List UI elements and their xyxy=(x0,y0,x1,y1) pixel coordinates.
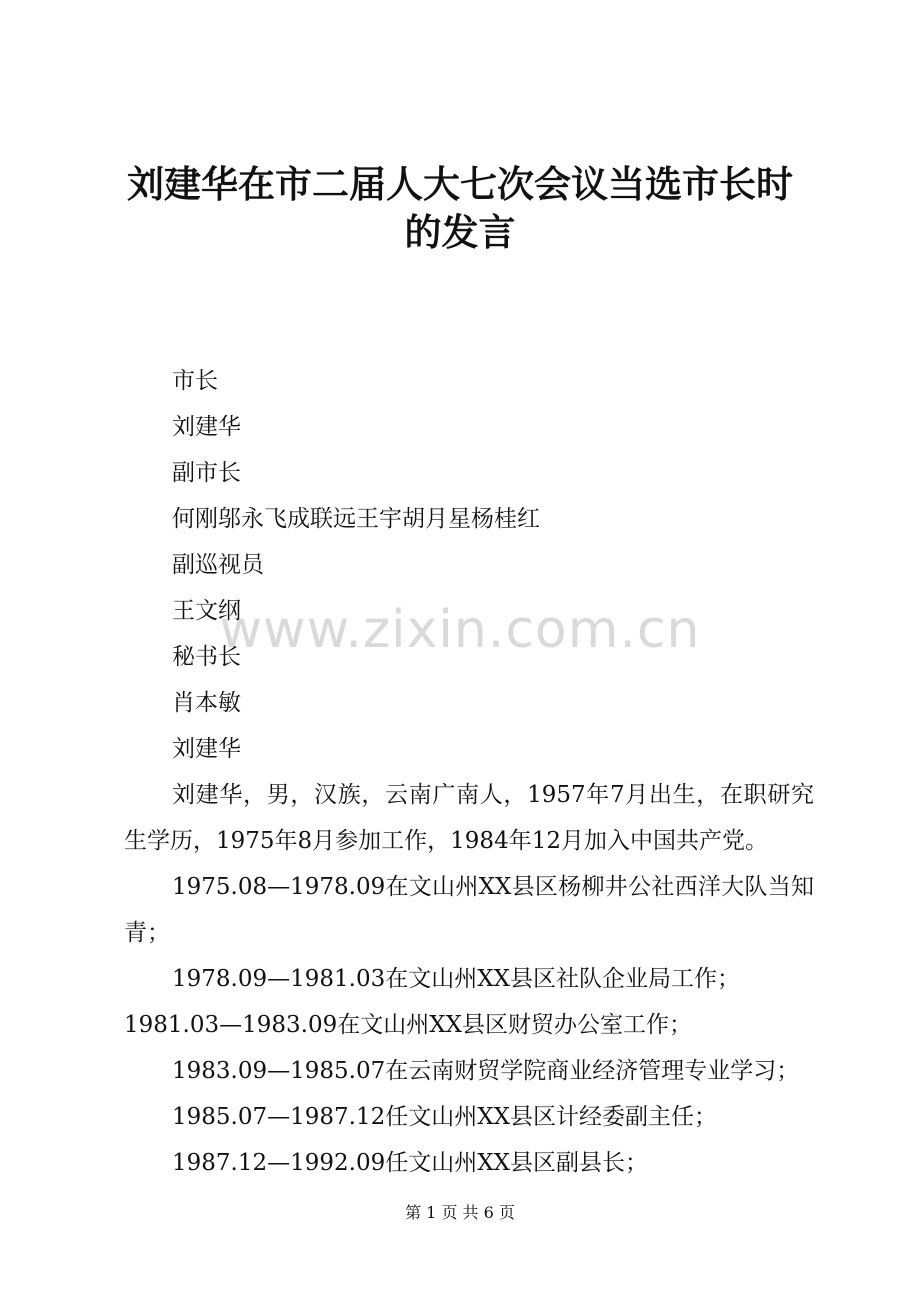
paragraph: 1981.03—1983.09在文山州XX县区财贸办公室工作； xyxy=(124,1012,692,1038)
paragraph: 副市长 xyxy=(172,460,241,486)
paragraph: 何刚邬永飞成联远王宇胡月星杨桂红 xyxy=(172,506,540,532)
document-title: 刘建华在市二届人大七次会议当选市长时的发言 xyxy=(127,162,793,254)
paragraph: 王文纲 xyxy=(172,598,241,624)
paragraph: 刘建华 xyxy=(172,414,241,440)
paragraph: 1983.09—1985.07在云南财贸学院商业经济管理专业学习； xyxy=(172,1058,800,1084)
paragraph: 秘书长 xyxy=(172,644,241,670)
paragraph: 刘建华，男，汉族，云南广南人，1957年7月出生，在职研究生学历，1975年8月参加工作，1984年12月加入中国共产党。 xyxy=(124,782,814,854)
paragraph: 1987.12—1992.09任文山州XX县区副县长； xyxy=(172,1150,648,1176)
watermark: www.zixin.com.cn xyxy=(219,600,701,660)
paragraph: 1978.09—1981.03在文山州XX县区社队企业局工作； xyxy=(172,966,740,992)
paragraph: 1985.07—1987.12任文山州XX县区计经委副主任； xyxy=(172,1104,717,1130)
paragraph: 肖本敏 xyxy=(172,690,241,716)
document-body xyxy=(124,358,814,1186)
paragraph: 刘建华 xyxy=(172,736,241,762)
paragraph: 1975.08—1978.09在文山州XX县区杨柳井公社西洋大队当知青； xyxy=(124,874,814,946)
paragraph: 市长 xyxy=(172,368,218,394)
page-footer: 第 1 页 共 6 页 xyxy=(405,1203,515,1222)
paragraph: 副巡视员 xyxy=(172,552,264,578)
